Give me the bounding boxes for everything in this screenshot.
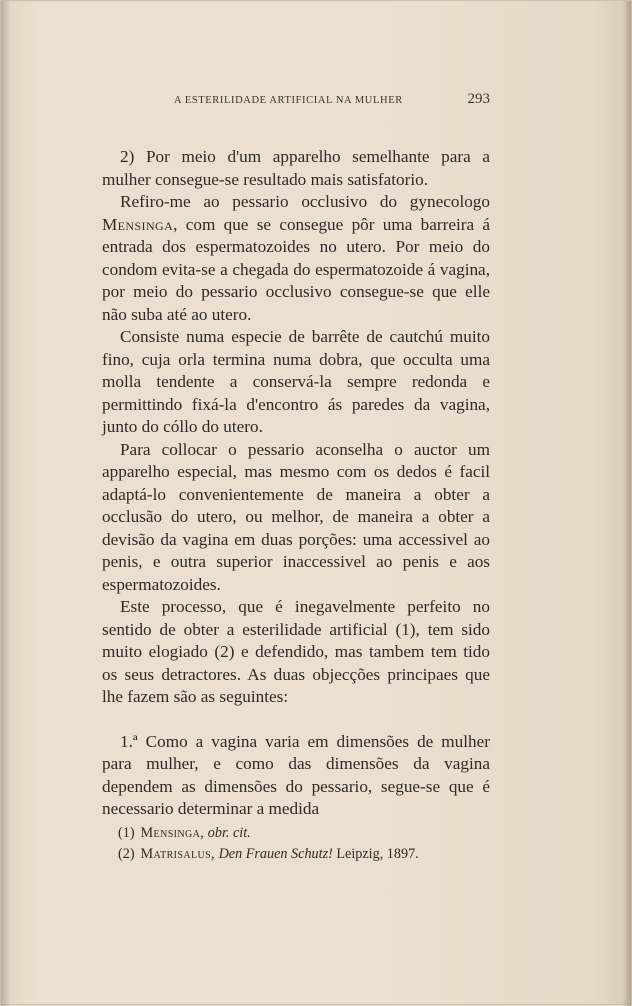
footnote [118, 844, 498, 865]
page-header [102, 91, 490, 115]
footnote-author: Mensinga, [140, 825, 205, 841]
paragraph-text: 1.ª Como a vagina varia em dimensões de mulher para mulher, e como das dimensões da vagina dependem as dimensões do pessario, segue-se que é necessario determinar a medida [102, 731, 490, 818]
footnote-title: Den Frauen Schutz! [218, 846, 333, 862]
paragraph [102, 439, 490, 597]
paragraph-text: Para collocar o pessario aconselha o auctor um apparelho especial, mas mesmo com os dedos é facil adaptá-lo convenientemente de maneira a obter a occlusão do utero, ou melhor, de maneira a obter a devisão da vagina em duas porções: uma accessivel ao penis, e outra superior inaccessivel ao penis e aos espermatozoides. [102, 439, 490, 594]
footnote [118, 823, 498, 844]
footnote-number: (2) [118, 846, 135, 862]
footnote-title: obr. cit. [207, 825, 251, 841]
footnote-author: Matrisalus, [140, 846, 216, 862]
paragraph-text: Este processo, que é inegavelmente perfeito no sentido de obter a esterilidade artificial (1), tem sido muito elogiado (2) e defendido, mas tambem tem tido os seus detractores. As duas objecções principaes que lhe fazem são as seguintes: [102, 597, 490, 706]
paragraph [102, 596, 490, 709]
paragraph-text: 2) Por meio d'um apparelho semelhante para a mulher consegue-se resultado mais satisfatorio. [102, 147, 490, 189]
author-name: Mensinga [102, 214, 174, 234]
paragraph [102, 326, 490, 439]
paragraph-text: Consiste numa especie de barrête de cautchú muito fino, cuja orla termina numa dobra, que occulta uma molla tendente a conservá-la sempre redonda e permittindo fixá-la d'encontro ás paredes da vagina, junto do cóllo do utero. [102, 327, 490, 436]
body-text [102, 146, 490, 821]
page-gutter-shadow [1, 1, 11, 1006]
running-title: A ESTERILIDADE ARTIFICIAL NA MULHER [174, 95, 403, 106]
paragraph-text: , com que se consegue pôr uma barreira á entrada dos espermatozoides no utero. Por meio do condom evita-se a chegada do espermatozoide á vagina, por meio do pessario occlusivo consegue-se que elle não suba até ao utero. [102, 214, 490, 324]
paragraph-text: Refiro-me ao pessario occlusivo do gynecologo [120, 192, 490, 211]
footnotes [118, 823, 498, 865]
page-number: 293 [467, 91, 490, 107]
footnote-rest: Leipzig, 1897. [332, 846, 419, 862]
page-edge-shadow [623, 1, 631, 1006]
paragraph [102, 146, 490, 191]
footnote-number: (1) [118, 825, 135, 841]
numbered-objection [102, 731, 490, 821]
paragraph [102, 191, 490, 326]
